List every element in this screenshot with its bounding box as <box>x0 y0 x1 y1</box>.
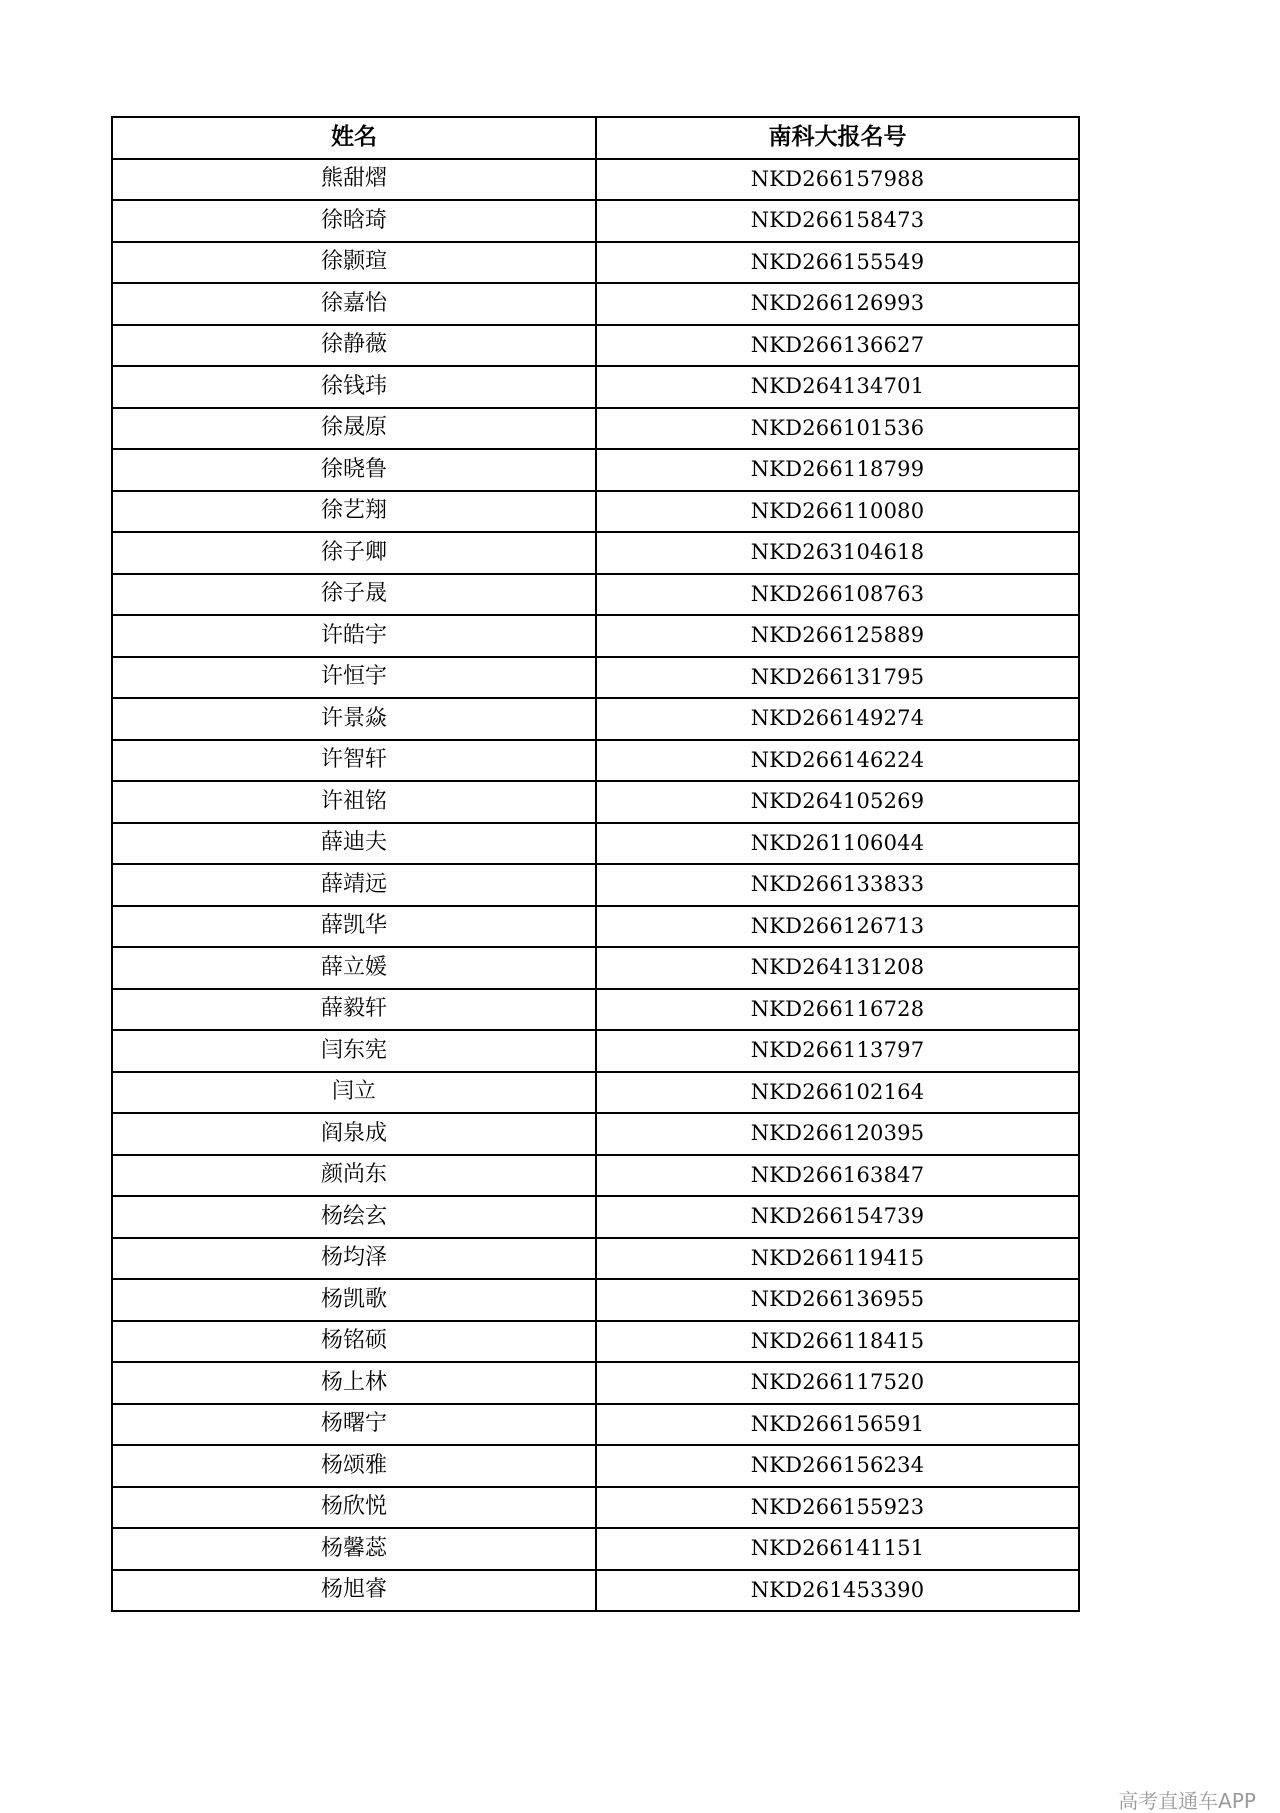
cell-registration-number: NKD266113797 <box>596 1030 1079 1072</box>
cell-registration-number: NKD266136955 <box>596 1279 1079 1321</box>
cell-student-name: 杨上林 <box>112 1362 596 1404</box>
cell-student-name: 杨曙宁 <box>112 1404 596 1446</box>
table-row <box>112 989 1079 1031</box>
cell-registration-number: NKD263104618 <box>596 532 1079 574</box>
table-row <box>112 1030 1079 1072</box>
cell-student-name: 杨颂雅 <box>112 1445 596 1487</box>
cell-student-name: 闫立 <box>112 1072 596 1114</box>
cell-registration-number: NKD266154739 <box>596 1196 1079 1238</box>
table-row <box>112 325 1079 367</box>
cell-student-name: 薛立媛 <box>112 947 596 989</box>
cell-registration-number: NKD266118415 <box>596 1321 1079 1363</box>
cell-registration-number: NKD266141151 <box>596 1528 1079 1570</box>
cell-registration-number: NKD266120395 <box>596 1113 1079 1155</box>
cell-registration-number: NKD266163847 <box>596 1155 1079 1197</box>
cell-registration-number: NKD266126713 <box>596 906 1079 948</box>
table-row <box>112 1528 1079 1570</box>
table-row <box>112 1238 1079 1280</box>
table-row <box>112 657 1079 699</box>
cell-registration-number: NKD266116728 <box>596 989 1079 1031</box>
cell-student-name: 杨绘玄 <box>112 1196 596 1238</box>
cell-student-name: 薛毅轩 <box>112 989 596 1031</box>
cell-registration-number: NKD264131208 <box>596 947 1079 989</box>
table-row <box>112 947 1079 989</box>
table-row <box>112 1072 1079 1114</box>
cell-registration-number: NKD266110080 <box>596 491 1079 533</box>
table-row <box>112 1113 1079 1155</box>
cell-registration-number: NKD266157988 <box>596 159 1079 201</box>
table-row <box>112 1362 1079 1404</box>
table-row <box>112 1404 1079 1446</box>
table-row <box>112 491 1079 533</box>
table-row <box>112 864 1079 906</box>
cell-registration-number: NKD266146224 <box>596 740 1079 782</box>
cell-registration-number: NKD266108763 <box>596 574 1079 616</box>
table-row <box>112 408 1079 450</box>
table-row <box>112 698 1079 740</box>
cell-student-name: 薛靖远 <box>112 864 596 906</box>
cell-registration-number: NKD266155549 <box>596 242 1079 284</box>
cell-registration-number: NKD266119415 <box>596 1238 1079 1280</box>
cell-registration-number: NKD266158473 <box>596 200 1079 242</box>
cell-student-name: 许祖铭 <box>112 781 596 823</box>
table-row <box>112 1279 1079 1321</box>
cell-registration-number: NKD266125889 <box>596 615 1079 657</box>
cell-student-name: 徐艺翔 <box>112 491 596 533</box>
table-row <box>112 532 1079 574</box>
cell-student-name: 杨均泽 <box>112 1238 596 1280</box>
cell-registration-number: NKD266156234 <box>596 1445 1079 1487</box>
table-row <box>112 740 1079 782</box>
table-body <box>112 159 1079 1612</box>
column-header-registration-number: 南科大报名号 <box>596 117 1079 159</box>
cell-student-name: 杨凯歌 <box>112 1279 596 1321</box>
cell-registration-number: NKD261106044 <box>596 823 1079 865</box>
admission-roster-table <box>111 116 1080 1612</box>
cell-student-name: 徐晗琦 <box>112 200 596 242</box>
cell-registration-number: NKD261453390 <box>596 1570 1079 1612</box>
cell-registration-number: NKD266131795 <box>596 657 1079 699</box>
cell-student-name: 徐颢瑄 <box>112 242 596 284</box>
cell-registration-number: NKD266136627 <box>596 325 1079 367</box>
cell-student-name: 徐晓鲁 <box>112 449 596 491</box>
cell-registration-number: NKD266149274 <box>596 698 1079 740</box>
cell-student-name: 徐静薇 <box>112 325 596 367</box>
table-row <box>112 823 1079 865</box>
table-row <box>112 449 1079 491</box>
cell-student-name: 许恒宇 <box>112 657 596 699</box>
cell-student-name: 闫东宪 <box>112 1030 596 1072</box>
table-row <box>112 1321 1079 1363</box>
table-row <box>112 366 1079 408</box>
table-row <box>112 906 1079 948</box>
cell-student-name: 徐钱玮 <box>112 366 596 408</box>
cell-student-name: 杨馨蕊 <box>112 1528 596 1570</box>
cell-registration-number: NKD264134701 <box>596 366 1079 408</box>
table-row <box>112 1155 1079 1197</box>
table-header-row <box>112 117 1079 159</box>
cell-student-name: 许皓宇 <box>112 615 596 657</box>
table-row <box>112 159 1079 201</box>
cell-student-name: 阎泉成 <box>112 1113 596 1155</box>
cell-student-name: 熊甜熠 <box>112 159 596 201</box>
table-row <box>112 283 1079 325</box>
cell-student-name: 许景焱 <box>112 698 596 740</box>
cell-registration-number: NKD266117520 <box>596 1362 1079 1404</box>
cell-student-name: 许智轩 <box>112 740 596 782</box>
table-row <box>112 242 1079 284</box>
cell-student-name: 薛迪夫 <box>112 823 596 865</box>
table-row <box>112 200 1079 242</box>
watermark-text: 高考直通车APP <box>1118 1789 1256 1813</box>
column-header-name: 姓名 <box>112 117 596 159</box>
cell-student-name: 杨旭睿 <box>112 1570 596 1612</box>
cell-registration-number: NKD266102164 <box>596 1072 1079 1114</box>
cell-student-name: 薛凯华 <box>112 906 596 948</box>
table-row <box>112 574 1079 616</box>
cell-student-name: 徐子卿 <box>112 532 596 574</box>
table-row <box>112 1487 1079 1529</box>
cell-student-name: 徐嘉怡 <box>112 283 596 325</box>
table-row <box>112 1196 1079 1238</box>
cell-student-name: 杨欣悦 <box>112 1487 596 1529</box>
table-row <box>112 1570 1079 1612</box>
cell-registration-number: NKD266101536 <box>596 408 1079 450</box>
cell-student-name: 颜尚东 <box>112 1155 596 1197</box>
cell-registration-number: NKD264105269 <box>596 781 1079 823</box>
cell-registration-number: NKD266126993 <box>596 283 1079 325</box>
cell-student-name: 杨铭硕 <box>112 1321 596 1363</box>
cell-registration-number: NKD266155923 <box>596 1487 1079 1529</box>
table-row <box>112 1445 1079 1487</box>
cell-student-name: 徐子晟 <box>112 574 596 616</box>
cell-registration-number: NKD266133833 <box>596 864 1079 906</box>
cell-registration-number: NKD266118799 <box>596 449 1079 491</box>
cell-student-name: 徐晟原 <box>112 408 596 450</box>
table-row <box>112 615 1079 657</box>
table-row <box>112 781 1079 823</box>
cell-registration-number: NKD266156591 <box>596 1404 1079 1446</box>
